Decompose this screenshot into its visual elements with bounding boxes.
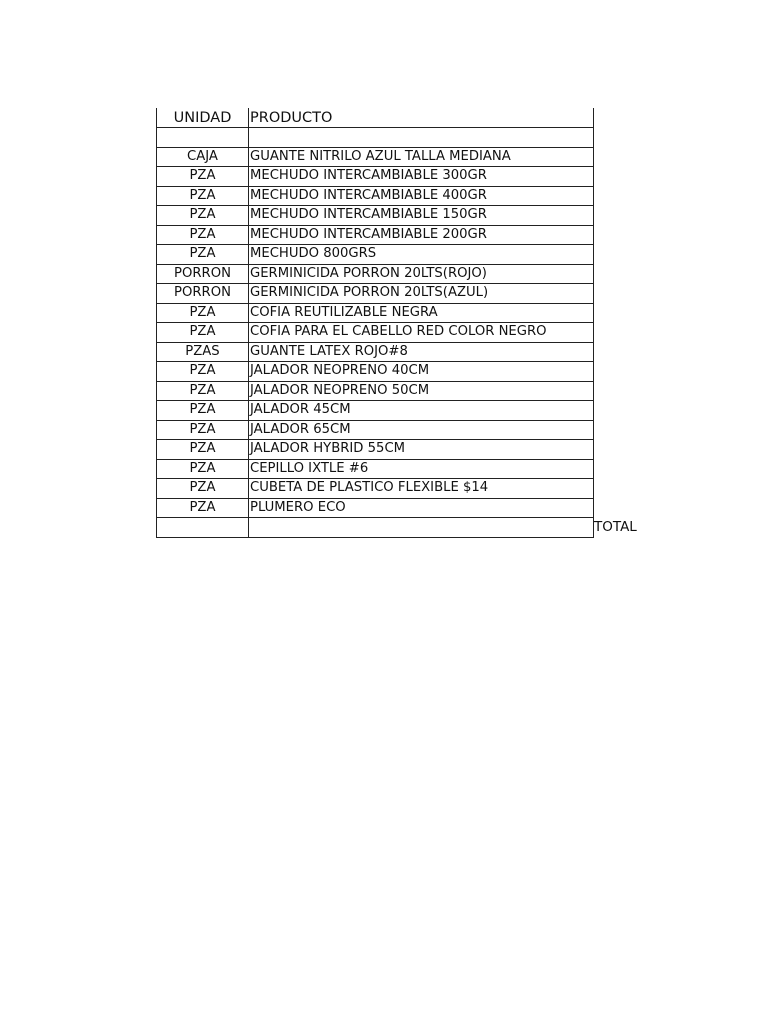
product-cell: CEPILLO IXTLE #6 [248, 460, 594, 479]
unit-cell: PZA [156, 226, 248, 245]
unit-cell: PZA [156, 479, 248, 498]
unit-cell: PZA [156, 362, 248, 381]
unit-cell: PORRON [156, 284, 248, 303]
table-row [156, 401, 594, 421]
total-row [156, 518, 637, 538]
unit-cell [156, 128, 248, 147]
product-cell: GERMINICIDA PORRON 20LTS(AZUL) [248, 284, 594, 303]
product-cell: JALADOR NEOPRENO 40CM [248, 362, 594, 381]
unit-cell: PZA [156, 401, 248, 420]
product-cell: COFIA REUTILIZABLE NEGRA [248, 304, 594, 323]
total-label: TOTAL [594, 519, 637, 535]
table-row [156, 479, 594, 499]
table-row [156, 421, 594, 441]
product-cell: CUBETA DE PLASTICO FLEXIBLE $14 [248, 479, 594, 498]
unit-cell: PZA [156, 304, 248, 323]
product-cell: JALADOR 65CM [248, 421, 594, 440]
table-row [156, 323, 594, 343]
table-row [156, 128, 594, 148]
unit-cell: PZA [156, 323, 248, 342]
product-cell: COFIA PARA EL CABELLO RED COLOR NEGRO [248, 323, 594, 342]
table-row [156, 284, 594, 304]
unit-cell: PZAS [156, 343, 248, 362]
table-row [156, 499, 594, 519]
product-cell: MECHUDO INTERCAMBIABLE 300GR [248, 167, 594, 186]
product-cell: MECHUDO INTERCAMBIABLE 400GR [248, 187, 594, 206]
product-cell: MECHUDO 800GRS [248, 245, 594, 264]
product-cell: GERMINICIDA PORRON 20LTS(ROJO) [248, 265, 594, 284]
table-row [156, 187, 594, 207]
table-row [156, 167, 594, 187]
product-cell: MECHUDO INTERCAMBIABLE 200GR [248, 226, 594, 245]
table-row [156, 343, 594, 363]
total-product-cell [248, 518, 594, 537]
header-unit: UNIDAD [156, 108, 248, 127]
unit-cell: PZA [156, 382, 248, 401]
table-row [156, 440, 594, 460]
table-header-row [156, 108, 594, 128]
table-row [156, 382, 594, 402]
unit-cell: PZA [156, 440, 248, 459]
table-row [156, 148, 594, 168]
table-row [156, 245, 594, 265]
unit-cell: PZA [156, 167, 248, 186]
product-cell: GUANTE LATEX ROJO#8 [248, 343, 594, 362]
product-cell [248, 128, 594, 147]
header-product: PRODUCTO [248, 108, 594, 127]
product-cell: PLUMERO ECO [248, 499, 594, 518]
product-cell: MECHUDO INTERCAMBIABLE 150GR [248, 206, 594, 225]
table-row [156, 304, 594, 324]
unit-cell: CAJA [156, 148, 248, 167]
product-cell: GUANTE NITRILO AZUL TALLA MEDIANA [248, 148, 594, 167]
table-row [156, 226, 594, 246]
unit-cell: PZA [156, 206, 248, 225]
unit-cell: PZA [156, 499, 248, 518]
unit-cell: PZA [156, 245, 248, 264]
product-cell: JALADOR HYBRID 55CM [248, 440, 594, 459]
unit-cell: PZA [156, 187, 248, 206]
product-cell: JALADOR 45CM [248, 401, 594, 420]
table-row [156, 362, 594, 382]
table-body [156, 128, 594, 518]
table-row [156, 265, 594, 285]
total-unit-cell [156, 518, 248, 537]
unit-cell: PZA [156, 460, 248, 479]
unit-cell: PZA [156, 421, 248, 440]
table-row [156, 460, 594, 480]
unit-cell: PORRON [156, 265, 248, 284]
product-cell: JALADOR NEOPRENO 50CM [248, 382, 594, 401]
product-table [156, 108, 637, 538]
table-row [156, 206, 594, 226]
